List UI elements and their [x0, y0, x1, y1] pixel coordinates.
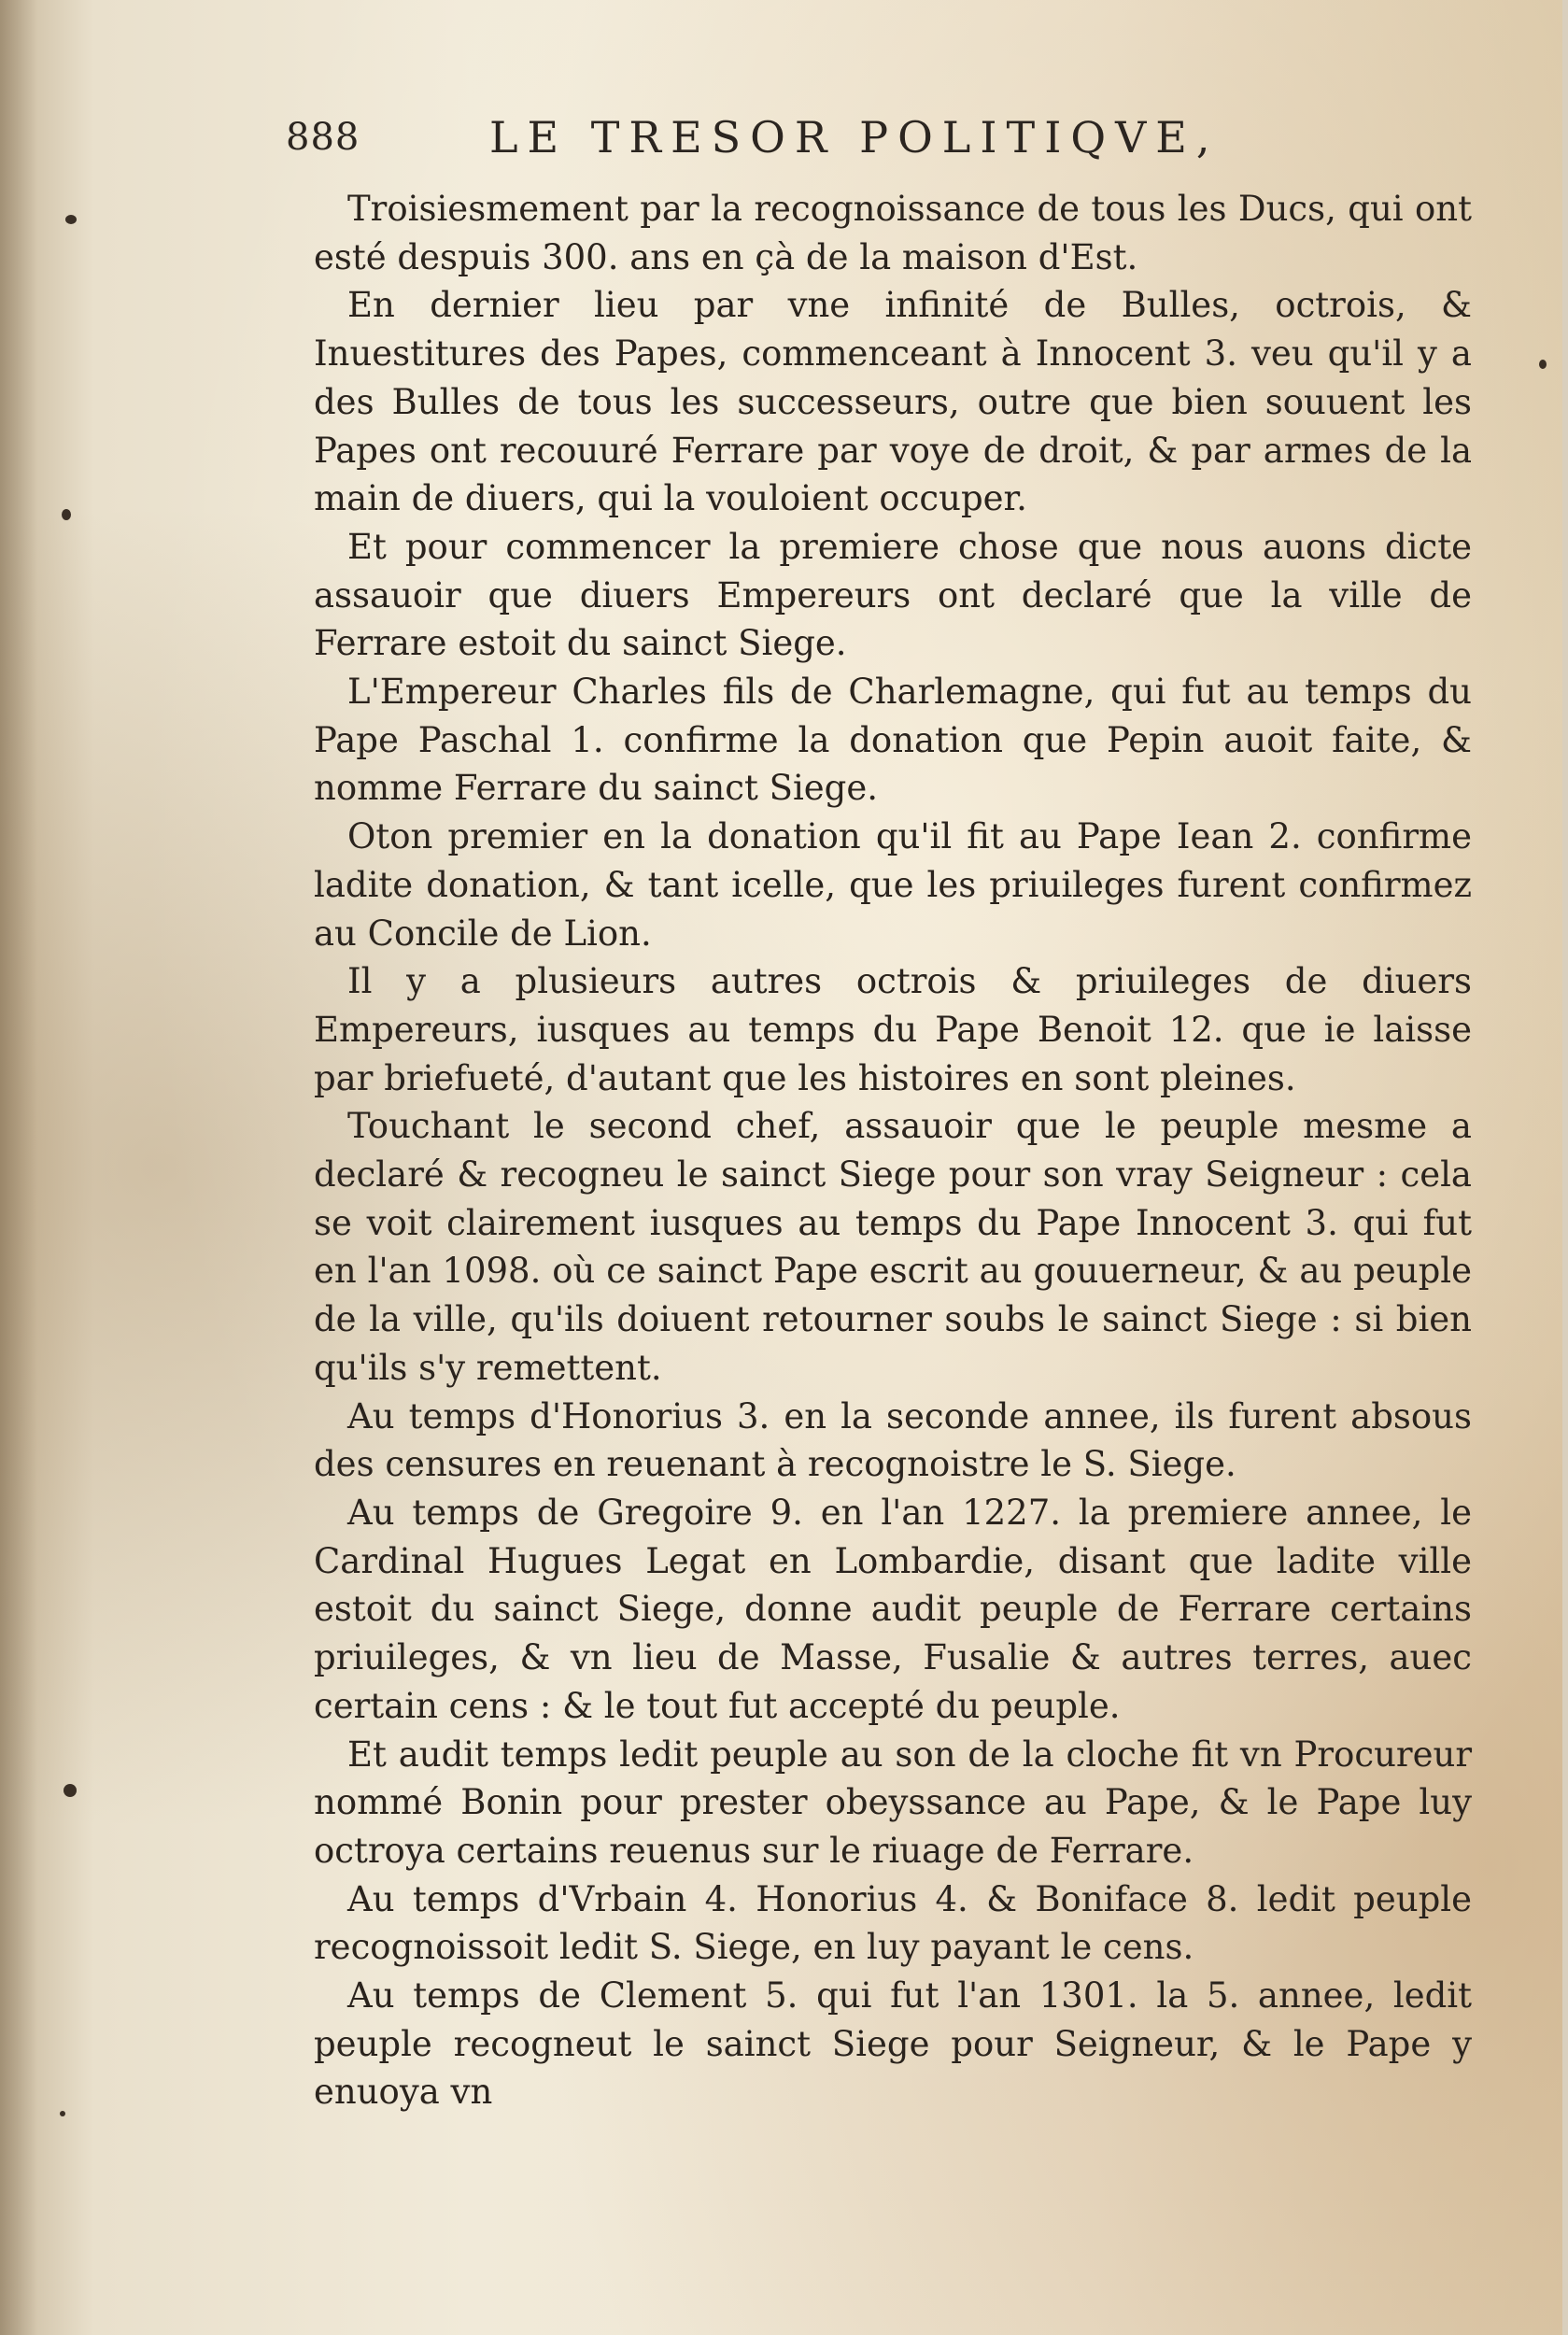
- paragraph: L'Empereur Charles fils de Charlemagne, qui fut au temps du Pape Paschal 1. confirme la donation que Pepin auoit faite, & nomme Ferrare du sainct Siege.: [314, 672, 1472, 809]
- paragraph: Touchant le second chef, assauoir que le peuple mesme a declaré & recogneu le sainct Siege pour son vray Seigneur : cela se voit clairement iusques au temps du Pape Innocent 3. qui fut en l'an 1098. où ce sainct Pape escrit au gouuerneur, & au peuple de la ville, qu'ils doiuent retourner soubs le sainct Siege : si bien qu'ils s'y remettent.: [314, 1106, 1472, 1388]
- paragraph: Au temps d'Vrbain 4. Honorius 4. & Boniface 8. ledit peuple recognoissoit ledit S. Siege, en luy payant le cens.: [314, 1878, 1472, 1968]
- ink-speck: [60, 2111, 65, 2116]
- paragraph: Au temps de Clement 5. qui fut l'an 1301. la 5. annee, ledit peuple recogneut le sainct Siege pour Seigneur, & le Pape y enuoya vn: [314, 1975, 1472, 2113]
- ink-speck: [1539, 360, 1547, 369]
- paragraph: En dernier lieu par vne infinité de Bulles, octrois, & Inuestitures des Papes, commenceant à Innocent 3. veu qu'il y a des Bulles de tous les successeurs, outre que bien souuent les Papes ont recouuré Ferrare par voye de droit, & par armes de la main de diuers, qui la vouloient occuper.: [314, 285, 1472, 519]
- paragraph: Troisiesmement par la recognoissance de tous les Ducs, qui ont esté despuis 300. ans en çà de la maison d'Est.: [314, 189, 1472, 277]
- ink-speck: [62, 509, 71, 520]
- paragraph: Au temps de Gregoire 9. en l'an 1227. la premiere annee, le Cardinal Hugues Legat en Lombardie, disant que ladite ville estoit du sainct Siege, donne audit peuple de Ferrare certains priuileges, & vn lieu de Masse, Fusalie & autres terres, auec certain cens : & le tout fut accepté du peuple.: [314, 1492, 1472, 1726]
- paragraph: Oton premier en la donation qu'il fit au Pape Iean 2. confirme ladite donation, & tant icelle, que les priuileges furent confirmez au Concile de Lion.: [314, 816, 1472, 954]
- ink-speck: [65, 215, 77, 224]
- page-number: 888: [286, 116, 360, 159]
- paragraph: Il y a plusieurs autres octrois & priuileges de diuers Empereurs, iusques au temps du Pape Benoit 12. que ie laisse par briefueté, d'autant que les histoires en sont pleines.: [314, 961, 1472, 1098]
- paragraph: Et pour commencer la premiere chose que nous auons dicte assauoir que diuers Empereurs ont declaré que la ville de Ferrare estoit du sainct Siege.: [314, 526, 1472, 664]
- body-text: [314, 185, 1472, 2116]
- paragraph: Au temps d'Honorius 3. en la seconde annee, ils furent absous des censures en reuenant à recognoistre le S. Siege.: [314, 1395, 1472, 1485]
- gutter-shadow: [0, 0, 37, 2335]
- ink-speck: [64, 1784, 77, 1797]
- paragraph: Et audit temps ledit peuple au son de la cloche fit vn Procureur nommé Bonin pour prester obeyssance au Pape, & le Pape luy octroya certains reuenus sur le riuage de Ferrare.: [314, 1734, 1472, 1871]
- page-edge: [1562, 0, 1568, 2335]
- page-header: [286, 112, 1332, 168]
- running-title: LE TRESOR POLITIQVE,: [489, 112, 1220, 163]
